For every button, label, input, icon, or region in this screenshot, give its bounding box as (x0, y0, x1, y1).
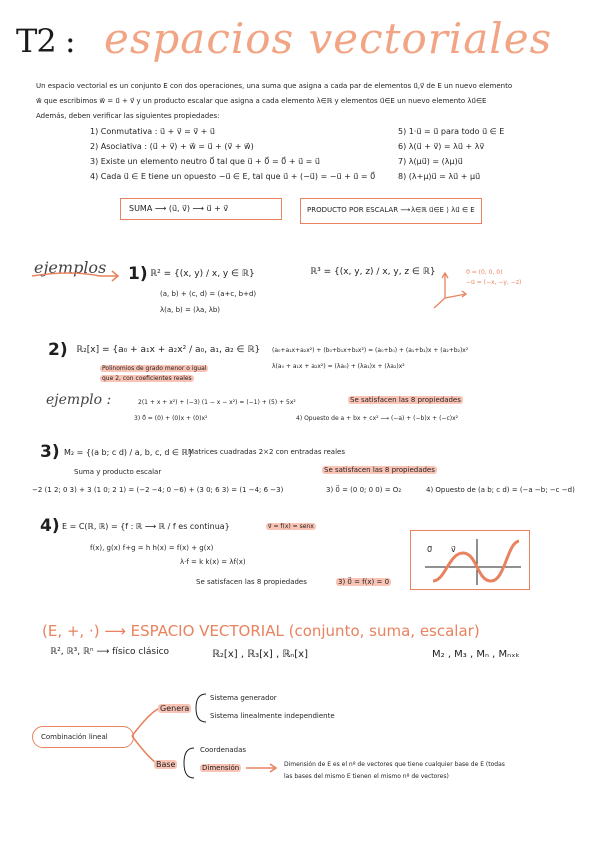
example-2-desc-2 (100, 374, 194, 383)
combinacion-lineal-label: Combinación lineal (41, 733, 108, 741)
example-4-line-2: λ·f = k k(x) = λf(x) (180, 558, 246, 566)
example-2-neutro: 3) 0⃗ = (0) + (0)x + (0)x² (134, 415, 208, 422)
combinacion-lineal-node (32, 726, 134, 748)
rn-examples: ℝ², ℝ³, ℝⁿ ⟶ físico clásico (50, 647, 170, 657)
example-2-desc-1 (100, 364, 208, 373)
sistema-generador: Sistema generador (210, 694, 277, 702)
example-1-r2: ℝ² = {(x, y) / x, y ∈ ℝ} (150, 269, 255, 279)
example-4-line-1: f(x), g(x) f+g = h h(x) = f(x) + g(x) (90, 544, 214, 552)
dimension-label: Dimensión (202, 764, 240, 772)
example-1-scalar: λ(a, b) = (λa, λb) (160, 306, 221, 314)
example-2-desc-1-text: Polinomios de grado menor o igual (102, 365, 207, 372)
ejemplo-note (348, 396, 463, 405)
example-4-v-text: v⃗ = f(x) = senx (268, 523, 314, 530)
sistema-li: Sistema linealmente independiente (210, 712, 335, 720)
example-1-r3: ℝ³ = {(x, y, z) / x, y, z ∈ ℝ} (310, 267, 436, 277)
property-2: 2) Asociativa : (u⃗ + v⃗) + w⃗ = u⃗ + (v⃗ + w⃗) (90, 142, 254, 151)
genera-brace (192, 692, 208, 724)
ejemplos-heading: ejemplos (34, 258, 107, 277)
axes-3d-icon (430, 270, 470, 310)
ejemplo-label: ejemplo : (46, 392, 112, 408)
sine-graph-box (410, 530, 530, 590)
dimension-text-1: Dimensión de E es el nº de vectores que tiene cualquier base de E (todas (284, 761, 505, 768)
example-1-opuesto: −u⃗ = (−x, −y, −z) (466, 279, 522, 286)
ev-definition: (E, +, ·) ⟶ ESPACIO VECTORIAL (conjunto, suma, escalar) (42, 622, 480, 640)
example-4-v (266, 522, 316, 531)
sine-graph (411, 531, 529, 589)
example-4-neutro-text: 3) 0⃗ = f(x) = 0 (338, 578, 390, 586)
producto-box-label: PRODUCTO POR ESCALAR ⟶ (307, 206, 411, 214)
example-3-sub: Suma y producto escalar (74, 468, 162, 476)
title-number: T2 : (16, 22, 75, 60)
base-brace (180, 746, 196, 780)
example-1-sum: (a, b) + (c, d) = (a+c, b+d) (160, 290, 257, 298)
base-label: Base (156, 760, 176, 769)
graph-v-label: v⃗ (451, 545, 456, 554)
intro-line-1: Un espacio vectorial es un conjunto E con dos operaciones, una suma que asigna a cada par de elementos u⃗,v⃗ de E un nuevo elemento (36, 82, 513, 90)
dimension-text-2: las bases del mismo E tienen el mismo nº de vectores) (284, 773, 449, 780)
example-1-neutro: 0⃗ = (0, 0, 0) (466, 269, 503, 276)
poly-examples: ℝ₂[x] , ℝ₃[x] , ℝₙ[x] (212, 649, 308, 660)
example-3-matrix-space: M₂ = {(a b; c d) / a, b, c, d ∈ ℝ} (64, 448, 193, 457)
matrix-examples: M₂ , M₃ , Mₙ , Mₙₓₖ (432, 649, 520, 660)
ejemplo-note-text: Se satisfacen las 8 propiedades (350, 396, 461, 404)
intro-line-3: Además, deben verificar las siguientes propiedades: (36, 112, 220, 120)
coordenadas: Coordenadas (200, 746, 247, 754)
example-4-space: E = C(ℝ, ℝ) = {f : ℝ ⟶ ℝ / f es continua} (62, 522, 230, 531)
property-5: 5) 1·u⃗ = u⃗ para todo u⃗ ∈ E (398, 127, 505, 136)
genera-node (158, 704, 191, 713)
example-4-note: Se satisfacen las 8 propiedades (196, 578, 307, 586)
example-2-sum: (a₀+a₁x+a₂x²) + (b₀+b₁x+b₂x²) = (a₀+b₀) + (a₁+b₁)x + (a₂+b₂)x² (272, 347, 469, 354)
example-3-neutro: 3) 0⃗ = (0 0; 0 0) = O₂ (326, 486, 402, 494)
example-4-number: 4) (40, 516, 60, 536)
example-2-number: 2) (48, 340, 68, 360)
property-8: 8) (λ+μ)u⃗ = λu⃗ + μu⃗ (398, 172, 481, 181)
suma-box (120, 198, 282, 220)
example-1-number: 1) (128, 264, 148, 284)
suma-box-text: SUMA ⟶ (u⃗, v⃗) ⟶ u⃗ + v⃗ (129, 204, 229, 213)
property-7: 7) λ(μu⃗) = (λμ)u⃗ (398, 157, 463, 166)
example-2-desc-2-text: que 2, con coeficientes reales (102, 375, 192, 382)
property-3: 3) Existe un elemento neutro 0⃗ tal que u⃗ + 0⃗ = 0⃗ + u⃗ = u⃗ (90, 157, 320, 166)
graph-zero-label: 0⃗ (427, 545, 433, 554)
example-4-neutro (336, 578, 391, 587)
property-6: 6) λ(u⃗ + v⃗) = λu⃗ + λv⃗ (398, 142, 485, 151)
example-3-note (322, 466, 437, 475)
example-2-opuesto: 4) Opuesto de a + bx + cx² ⟶ (−a) + (−b)x + (−c)x² (296, 415, 459, 422)
producto-box-math: λ∈ℝ u⃗∈E ⟩ λu⃗ ∈ E (411, 206, 475, 214)
property-1: 1) Conmutativa : u⃗ + v⃗ = v⃗ + u⃗ (90, 127, 215, 136)
example-3-note-text: Se satisfacen las 8 propiedades (324, 466, 435, 474)
example-3-number: 3) (40, 442, 60, 462)
producto-box (300, 198, 482, 224)
genera-label: Genera (160, 704, 190, 713)
dimension-arrow (244, 762, 280, 774)
ejemplos-underline-arrow (30, 268, 125, 284)
espacio-vectorial-line (42, 624, 480, 639)
ejemplo-math: 2(1 + x + x²) + (−3) (1 − x − x²) = (−1) + (5) + 5x² (138, 399, 296, 406)
example-2-scalar: λ(a₀ + a₁x + a₂x²) = (λa₀) + (λa₁)x + (λa₂)x² (272, 363, 405, 370)
dimension-node (200, 764, 241, 773)
example-3-example: −2 (1 2; 0 3) + 3 (1 0; 2 1) = (−2 −4; 0 −6) + (3 0; 6 3) = (1 −4; 6 −3) (32, 486, 284, 494)
example-2-poly-space: ℝ₂[x] = {a₀ + a₁x + a₂x² / a₀, a₁, a₂ ∈ ℝ} (76, 345, 261, 355)
property-4: 4) Cada u⃗ ∈ E tiene un opuesto −u⃗ ∈ E, tal que u⃗ + (−u⃗) = −u⃗ + u⃗ = 0⃗ (90, 172, 376, 181)
intro-line-2: w⃗ que escribimos w⃗ = u⃗ + v⃗ y un producto escalar que asigna a cada elemento λ∈ℝ y elementos u⃗∈E un nuevo elemento λu⃗∈E (36, 97, 487, 105)
base-node (154, 760, 177, 769)
page-title: espacios vectoriales (104, 14, 553, 63)
example-3-desc: Matrices cuadradas 2×2 con entradas reales (188, 448, 345, 456)
example-3-opuesto: 4) Opuesto de (a b; c d) = (−a −b; −c −d) (426, 486, 575, 494)
